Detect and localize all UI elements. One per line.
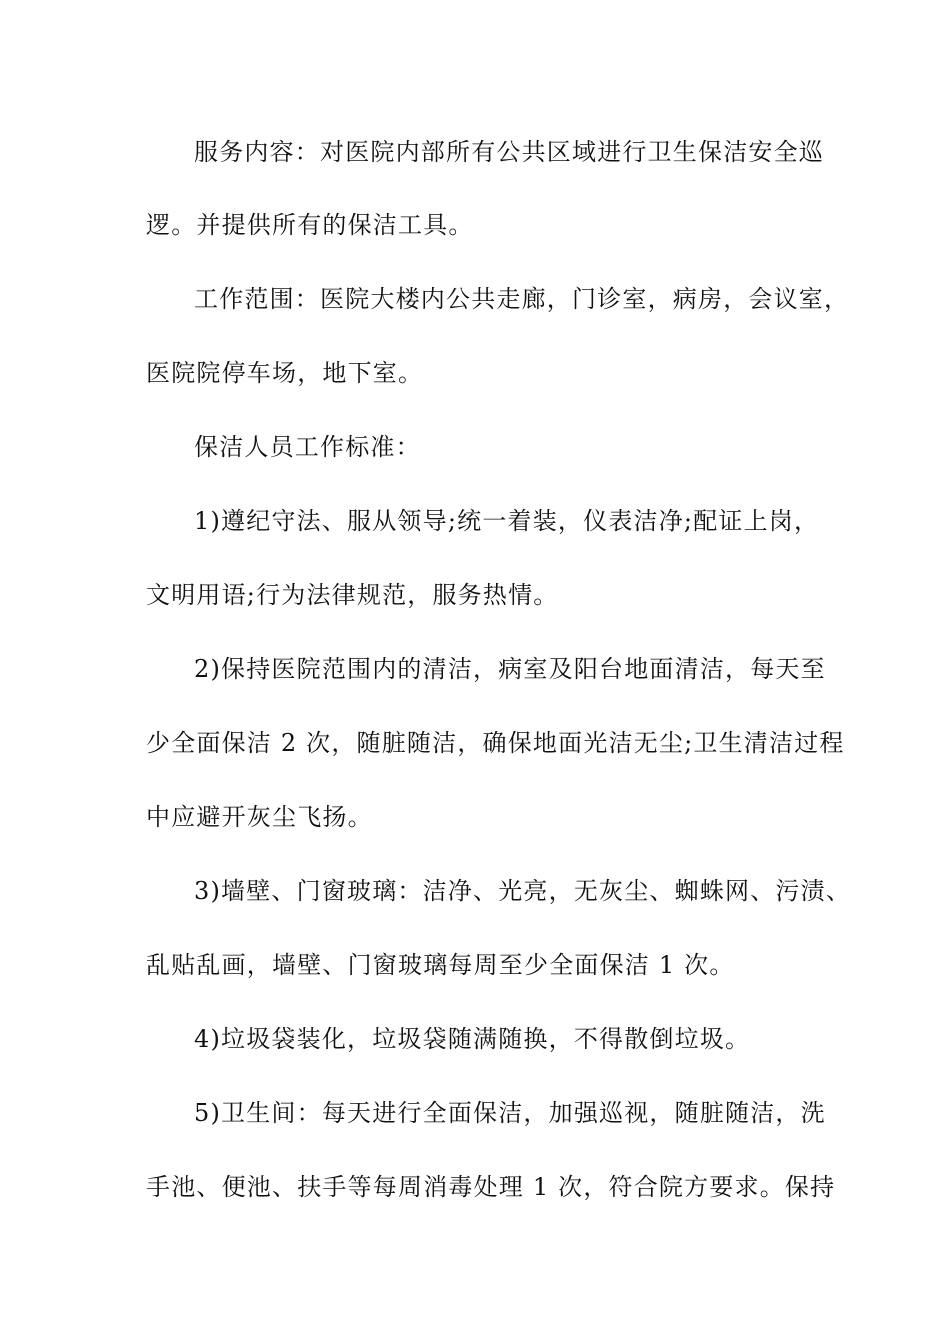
standard-item-2-line-3: 中应避开灰尘飞扬。 [146,803,373,831]
standard-item-4-line-1: 4)垃圾袋装化，垃圾袋随满随换，不得散倒垃圾。 [194,1025,751,1053]
paragraph-service-content-line-2: 逻。并提供所有的保洁工具。 [146,211,474,239]
paragraph-service-content-line-1: 服务内容：对医院内部所有公共区域进行卫生保洁安全巡 [194,138,824,166]
standard-item-2-line-1: 2)保持医院范围内的清洁，病室及阳台地面清洁，每天至 [194,655,826,683]
paragraph-work-scope-line-1: 工作范围：医院大楼内公共走廊，门诊室，病房，会议室， [194,285,850,313]
standard-item-1-line-2: 文明用语;行为法律规范，服务热情。 [146,581,559,609]
standard-item-3-line-2: 乱贴乱画，墙壁、门窗玻璃每周至少全面保洁 1 次。 [146,951,735,979]
section-heading-cleaning-standards: 保洁人员工作标准： [194,433,421,461]
standard-item-5-line-2: 手池、便池、扶手等每周消毒处理 1 次，符合院方要求。保持 [146,1173,836,1201]
paragraph-work-scope-line-2: 医院院停车场，地下室。 [146,359,424,387]
standard-item-5-line-1: 5)卫生间：每天进行全面保洁，加强巡视，随脏随洁，洗 [194,1099,826,1127]
standard-item-1-line-1: 1)遵纪守法、服从领导;统一着装，仪表洁净;配证上岗， [194,507,820,535]
standard-item-3-line-1: 3)墙壁、门窗玻璃：洁净、光亮，无灰尘、蜘蛛网、污渍、 [194,877,852,905]
standard-item-2-line-2: 少全面保洁 2 次，随脏随洁，确保地面光洁无尘;卫生清洁过程 [146,729,845,757]
